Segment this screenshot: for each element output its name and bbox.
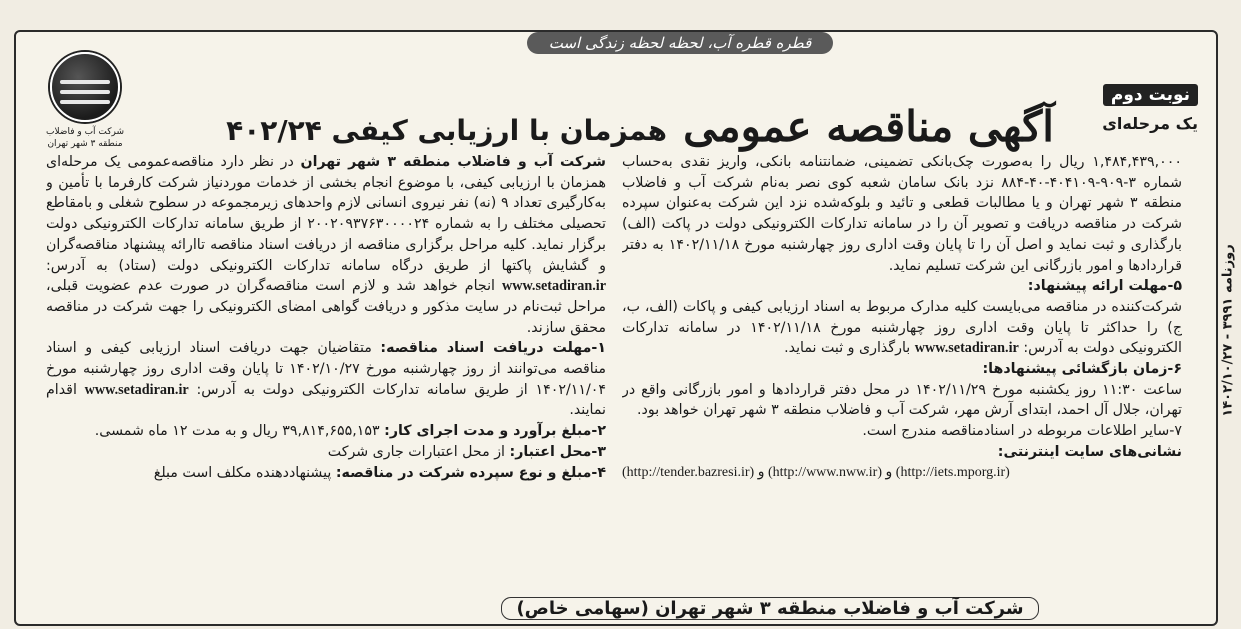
setad-link-3[interactable]: www.setadiran.ir xyxy=(914,340,1019,357)
section-2 xyxy=(46,421,606,442)
logo-line1: شرکت آب و فاضلاب xyxy=(45,127,125,137)
section-4 xyxy=(46,463,606,484)
section-1 xyxy=(46,338,606,421)
section-7-text: ۷-سایر اطلاعات مربوطه در اسنادمناقصه مندرج است. xyxy=(862,423,1182,440)
section-4-text: پیشنهاددهنده مکلف است مبلغ xyxy=(153,464,336,481)
section-1-title: ۱-مهلت دریافت اسناد مناقصه: xyxy=(380,340,606,357)
slogan-strip xyxy=(150,30,1210,56)
water-drop-icon xyxy=(50,52,120,122)
logo-line2: منطقه ۳ شهر تهران xyxy=(47,139,123,149)
section-5-title: ۵-مهلت ارائه پیشنهاد: xyxy=(1027,278,1182,295)
left-column xyxy=(622,152,1182,582)
footer-company: شرکت آب و فاضلاب منطقه ۳ شهر تهران (سهامی خاص) xyxy=(501,597,1038,620)
section-2-title: ۲-مبلغ برآورد و مدت اجرای کار: xyxy=(384,423,606,440)
deposit-paragraph: ۱,۴۸۴,۴۳۹,۰۰۰ ریال را به‌صورت چک‌بانکی تضمینی، ضمانتنامه بانکی، واریز نقدی به‌حساب شماره ۳-۹۰۹-۴۰۴۱۰۹-۴۰-۸۸۴ نزد بانک سامان شعبه کوی نصر به‌نام شرکت آب و فاضلاب منطقه ۳ شهر تهران و یا مطالبات قطعی و تائید و بلوکه‌شده نزد این شرکت به‌عنوان سپرده شرکت در مناقصه دریافت و تصویر آن را در سامانه تدارکات الکترونیکی دولت در پاکت (الف) بارگذاری و ثبت نماید و اصل آن را تا پایان وقت اداری روز چهارشنبه مورخ ۱۴۰۲/۱۱/۱۸ به دفتر قراردادها و امور بازرگانی این شرکت تسلیم نماید. xyxy=(622,154,1182,274)
footer-bar xyxy=(420,594,1120,622)
headline-sub: همزمان با ارزیابی کیفی ۴۰۲/۲۴ xyxy=(226,114,668,148)
headline xyxy=(190,78,1090,151)
section-6-title: ۶-زمان بازگشائی پیشنهادها: xyxy=(982,361,1182,378)
right-column xyxy=(46,152,606,582)
setad-link-1[interactable]: www.setadiran.ir xyxy=(501,278,606,295)
section-1-end: اقدام نمایند. xyxy=(46,381,606,419)
section-4-title: ۴-مبلغ و نوع سپرده شرکت در مناقصه: xyxy=(335,464,606,481)
section-5-text: شرکت‌کننده در مناقصه می‌بایست کلیه مدارک مربوط به اسناد ارزیابی کیفی و پاکات (الف، ب، ج) را حداکثر تا پایان وقت اداری روز چهارشنبه مورخ ۱۴۰۲/۱۱/۱۸ در سامانه تدارکات الکترونیکی دولت به آدرس: xyxy=(622,298,1182,357)
stage-label: یک مرحله‌ای xyxy=(1102,114,1198,133)
slogan: قطره قطره آب، لحظه لحظه زندگی است xyxy=(527,32,834,54)
section-6-text: ساعت ۱۱:۳۰ روز یکشنبه مورخ ۱۴۰۲/۱۱/۲۹ در محل دفتر قراردادها و امور بازرگانی واقع در تهران، جلال آل احمد، ابتدای آرش مهر، شرکت آب و فاضلاب منطقه ۳ شهر تهران خواهد بود. xyxy=(622,381,1182,419)
section-3-title: ۳-محل اعتبار: xyxy=(509,443,606,460)
section-3-text: از محل اعتبارات جاری شرکت xyxy=(327,443,510,460)
intro-text: در نظر دارد مناقصه‌عمومی یک مرحله‌ای همزمان با ارزیابی کیفی، با موضوع انجام بخشی از خدمات موردنیاز شرکت کارفرما با تأمین و به‌کارگیری تعداد ۹ (نه) نفر نیروی انسانی لازم واحدهای زیرمجموعه در سطوح شغلی و بامقاطع تحصیلی مختلف را به شماره ۲۰۰۲۰۹۳۷۶۳۰۰۰۰۲۴ از طریق سامانه تدارکات الکترونیکی دولت برگزار نماید. کلیه مراحل برگزاری مناقصه از دریافت اسناد مناقصه تاارائه پیشنهاد مناقصه‌گران و گشایش پاکتها از طریق درگاه سامانه تدارکات الکترونیکی دولت (ستاد) به آدرس: xyxy=(46,154,606,274)
wave-icon xyxy=(60,100,110,104)
body-columns xyxy=(46,152,1198,582)
side-margin xyxy=(1216,140,1240,520)
round-label: نوبت دوم xyxy=(1103,84,1198,106)
headline-main: آگهی مناقصه عمومی xyxy=(683,102,1054,151)
round-info xyxy=(1098,84,1198,133)
intro-text2: انجام خواهد شد و لازم است مناقصه‌گران در صورت عدم عضویت قبلی، مراحل ثبت‌نام در سایت مذکور و دریافت گواهی امضای الکترونیکی را جهت شرکت در مناقصه محقق سازند. xyxy=(46,278,606,336)
wave-icon xyxy=(60,80,110,84)
intro-paragraph xyxy=(46,152,606,338)
setad-link-2[interactable]: www.setadiran.ir xyxy=(84,381,189,398)
intro-company: شرکت آب و فاضلاب منطقه ۳ شهر تهران xyxy=(300,154,606,170)
sites-title: نشانی‌های سایت اینترنتی: xyxy=(997,443,1182,460)
section-3 xyxy=(46,442,606,463)
section-1-text: متقاضیان جهت دریافت اسناد ارزیابی کیفی و اسناد مناقصه می‌توانند از روز چهارشنبه مورخ ۱۴۰۲/۱۰/۲۷ تا پایان وقت اداری روز چهارشنبه مورخ ۱۴۰۲/۱۱/۰۴ از طریق سامانه تدارکات الکترونیکی دولت به آدرس: xyxy=(46,340,606,398)
company-logo xyxy=(30,44,140,152)
section-5 xyxy=(622,297,1182,359)
section-2-text: ۳۹,۸۱۴,۶۵۵,۱۵۳ ریال و به مدت ۱۲ ماه شمسی. xyxy=(94,423,385,440)
wave-icon xyxy=(60,90,110,94)
newspaper-side-label: روزنامه ۳۹۹۱ - ۱۴۰۲/۱۰/۲۷ xyxy=(1220,243,1236,417)
website-links[interactable]: (http://tender.bazresi.ir) و (http://www.nww.ir) و (http://iets.mporg.ir) xyxy=(622,464,1010,480)
section-5-end: بارگذاری و ثبت نماید. xyxy=(784,340,915,357)
